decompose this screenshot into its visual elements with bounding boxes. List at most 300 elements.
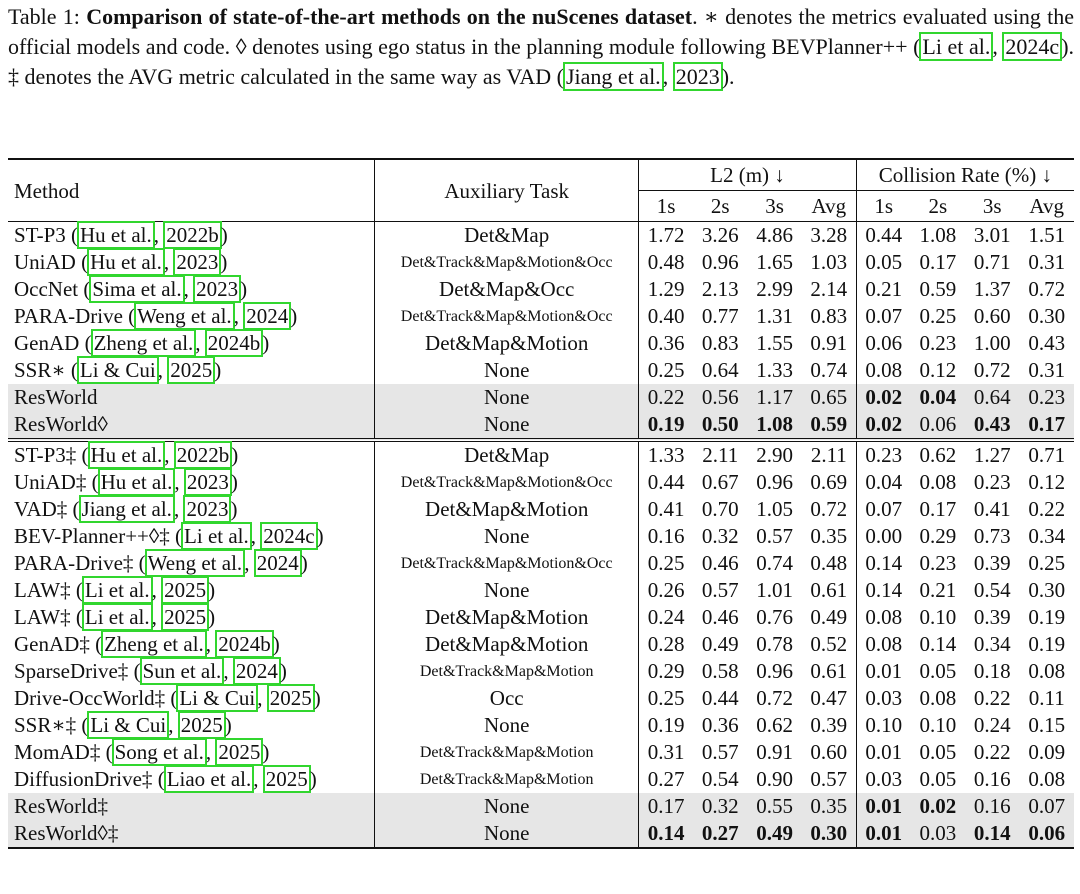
collision-value-cell: 0.39 xyxy=(973,551,1011,575)
citation-link[interactable]: Hu et al. xyxy=(98,468,176,496)
auxiliary-task-cell: None xyxy=(375,411,639,440)
l2-value-cell: 0.83 xyxy=(701,331,739,355)
table-section-1 xyxy=(8,222,1074,441)
method-cell: ST-P3‡ (Hu et al., 2022b) xyxy=(8,440,375,469)
collision-value-cell: 1.37 xyxy=(973,277,1011,301)
l2-value-cell: 0.31 xyxy=(639,739,693,766)
collision-value-cell: 0.08 xyxy=(1028,767,1066,791)
collision-value-cell: 0.64 xyxy=(965,384,1019,411)
citation-link[interactable]: Li et al. xyxy=(919,32,993,61)
l2-value-cell: 0.61 xyxy=(810,578,848,602)
table-row xyxy=(8,550,1074,577)
l2-value-cell: 0.50 xyxy=(693,411,747,440)
method-cell: GenAD‡ (Zheng et al., 2024b) xyxy=(14,632,280,656)
l2-value-cell: 0.19 xyxy=(639,411,693,440)
method-name: BEV-Planner++◊‡ xyxy=(14,524,170,548)
citation-year-link[interactable]: 2023 xyxy=(183,495,231,523)
collision-value-cell: 0.11 xyxy=(1028,686,1065,710)
table-row xyxy=(8,384,1074,411)
auxiliary-task-cell: None xyxy=(375,523,639,550)
method-cell: ST-P3 (Hu et al., 2022b) xyxy=(8,222,375,250)
method-name: Drive-OccWorld‡ xyxy=(14,686,166,710)
table-row xyxy=(8,469,1074,496)
collision-value-cell: 0.24 xyxy=(973,713,1011,737)
l2-value-cell: 0.62 xyxy=(756,713,794,737)
header-l2: L2 (m) ↓ xyxy=(639,159,857,191)
method-cell xyxy=(8,793,375,820)
collision-value-cell: 0.72 xyxy=(1028,277,1066,301)
l2-value-cell: 0.57 xyxy=(701,578,739,602)
collision-value-cell: 0.44 xyxy=(856,222,910,250)
collision-value-cell: 1.27 xyxy=(965,440,1019,469)
l2-value-cell: 0.32 xyxy=(693,793,747,820)
citation-link[interactable]: Zheng et al. xyxy=(91,329,197,357)
table-row xyxy=(8,604,1074,631)
citation-link[interactable]: Hu et al. xyxy=(77,221,155,249)
collision-value-cell: 0.25 xyxy=(1028,551,1066,575)
subheader-collision-1s: 1s xyxy=(856,191,910,222)
citation-year-link[interactable]: 2025 xyxy=(178,711,226,739)
auxiliary-task-cell: Det&Track&Map&Motion&Occ xyxy=(375,469,639,496)
table-row xyxy=(8,712,1074,739)
table-row xyxy=(8,276,1074,303)
l2-value-cell: 0.39 xyxy=(810,713,848,737)
l2-value-cell: 0.58 xyxy=(701,659,739,683)
table-row xyxy=(8,411,1074,440)
auxiliary-task-cell: None xyxy=(375,577,639,604)
auxiliary-task-cell: None xyxy=(375,712,639,739)
l2-value-cell: 0.56 xyxy=(693,384,747,411)
citation-year-link[interactable]: 2024b xyxy=(215,630,274,658)
table-row xyxy=(8,631,1074,658)
l2-value-cell: 0.25 xyxy=(639,357,693,384)
collision-value-cell: 0.39 xyxy=(973,605,1011,629)
header-collision-rate: Collision Rate (%) ↓ xyxy=(856,159,1074,191)
citation-link[interactable]: Li & Cui xyxy=(87,711,169,739)
method-name: OccNet xyxy=(14,277,79,301)
citation-year-link[interactable]: 2024 xyxy=(243,302,291,330)
method-cell: Drive-OccWorld‡ (Li & Cui, 2025) xyxy=(14,686,321,710)
l2-value-cell: 0.26 xyxy=(639,577,693,604)
collision-value-cell: 0.73 xyxy=(973,524,1011,548)
citation-year-link[interactable]: 2024c xyxy=(1002,32,1062,61)
l2-value-cell: 0.48 xyxy=(810,551,848,575)
citation-year-link[interactable]: 2025 xyxy=(161,576,209,604)
table-row xyxy=(8,523,1074,550)
collision-value-cell: 0.12 xyxy=(919,358,957,382)
l2-value-cell: 0.96 xyxy=(756,659,794,683)
l2-value-cell: 0.44 xyxy=(639,469,693,496)
l2-value-cell: 0.91 xyxy=(810,331,848,355)
method-name: LAW‡ xyxy=(14,578,71,602)
collision-value-cell: 0.12 xyxy=(1028,470,1066,494)
caption-text-1: . ∗ denotes the metrics evaluated using the official models and code. ◊ denotes using ego status in the planning module following BEVPlanner++ ( xyxy=(8,4,1075,59)
table-row xyxy=(8,330,1074,357)
citation-link[interactable]: Sima et al. xyxy=(89,275,184,303)
auxiliary-task-cell: Det&Track&Map&Motion xyxy=(375,766,639,793)
auxiliary-task-cell: None xyxy=(375,820,639,848)
citation-year-link[interactable]: 2023 xyxy=(193,275,241,303)
auxiliary-task-cell: Det&Track&Map&Motion&Occ xyxy=(375,249,639,276)
citation-year-link[interactable]: 2025 xyxy=(263,765,311,793)
l2-value-cell: 1.05 xyxy=(756,497,794,521)
l2-value-cell: 1.31 xyxy=(756,304,794,328)
collision-value-cell: 0.01 xyxy=(856,658,910,685)
collision-value-cell: 0.07 xyxy=(856,303,910,330)
collision-value-cell: 0.31 xyxy=(1028,250,1066,274)
l2-value-cell: 0.96 xyxy=(756,470,794,494)
collision-value-cell: 0.72 xyxy=(973,358,1011,382)
l2-value-cell: 0.67 xyxy=(701,470,739,494)
citation-link[interactable]: Jiang et al. xyxy=(563,62,664,91)
collision-value-cell: 0.34 xyxy=(1028,524,1066,548)
collision-value-cell: 0.03 xyxy=(856,766,910,793)
l2-value-cell: 0.46 xyxy=(701,551,739,575)
collision-value-cell: 0.03 xyxy=(856,685,910,712)
l2-value-cell: 0.32 xyxy=(701,524,739,548)
collision-value-cell: 0.05 xyxy=(919,740,957,764)
subheader-collision-avg: Avg xyxy=(1029,194,1065,218)
method-cell: SSR∗ (Li & Cui, 2025) xyxy=(14,358,222,382)
collision-value-cell: 1.51 xyxy=(1019,222,1074,250)
l2-value-cell: 0.17 xyxy=(639,793,693,820)
l2-value-cell: 0.57 xyxy=(756,524,794,548)
citation-year-link[interactable]: 2024c xyxy=(260,522,317,550)
citation-year-link[interactable]: 2025 xyxy=(167,356,215,384)
table-row xyxy=(8,766,1074,793)
header-auxiliary-task: Auxiliary Task xyxy=(375,159,639,222)
collision-value-cell: 0.21 xyxy=(856,276,910,303)
l2-value-cell: 4.86 xyxy=(747,222,801,250)
collision-value-cell: 0.05 xyxy=(919,659,957,683)
method-cell: SparseDrive‡ (Sun et al., 2024) xyxy=(14,659,287,683)
collision-value-cell: 0.34 xyxy=(973,632,1011,656)
collision-value-cell: 0.16 xyxy=(973,767,1011,791)
l2-value-cell: 0.30 xyxy=(802,820,856,848)
l2-value-cell: 0.57 xyxy=(810,767,848,791)
l2-value-cell: 0.27 xyxy=(693,820,747,848)
citation-year-link[interactable]: 2023 xyxy=(173,248,221,276)
auxiliary-task-cell: Det&Track&Map&Motion&Occ xyxy=(375,550,639,577)
collision-value-cell: 0.03 xyxy=(911,820,965,848)
method-name: PARA-Drive‡ xyxy=(14,551,134,575)
collision-value-cell: 0.62 xyxy=(911,440,965,469)
collision-value-cell: 0.25 xyxy=(919,304,957,328)
collision-value-cell: 0.15 xyxy=(1028,713,1066,737)
table-row xyxy=(8,440,1074,469)
citation-link[interactable]: Li & Cui xyxy=(176,684,258,712)
collision-value-cell: 0.71 xyxy=(1019,440,1074,469)
citation-year-link[interactable]: 2025 xyxy=(161,603,209,631)
method-name: LAW‡ xyxy=(14,605,71,629)
collision-value-cell: 0.01 xyxy=(856,793,910,820)
collision-value-cell: 0.08 xyxy=(856,357,910,384)
citation-link[interactable]: Zheng et al. xyxy=(101,630,207,658)
l2-value-cell: 3.26 xyxy=(693,222,747,250)
collision-value-cell: 0.60 xyxy=(973,304,1011,328)
collision-value-cell: 0.59 xyxy=(919,277,957,301)
collision-value-cell: 0.54 xyxy=(973,578,1011,602)
l2-value-cell: 0.49 xyxy=(747,820,801,848)
method-name: PARA-Drive xyxy=(14,304,123,328)
results-table-wrap xyxy=(8,158,1074,849)
method-cell: LAW‡ (Li et al., 2025) xyxy=(14,605,216,629)
collision-value-cell: 0.07 xyxy=(856,496,910,523)
l2-value-cell: 0.74 xyxy=(810,358,848,382)
subheader-l2-1s: 1s xyxy=(639,191,693,222)
collision-value-cell: 0.23 xyxy=(1019,384,1074,411)
l2-value-cell: 0.69 xyxy=(810,470,848,494)
auxiliary-task-cell: Det&Map&Occ xyxy=(375,276,639,303)
method-cell: VAD‡ (Jiang et al., 2023) xyxy=(14,497,238,521)
citation-link[interactable]: Li & Cui xyxy=(77,356,159,384)
method-name: UniAD‡ xyxy=(14,470,87,494)
collision-value-cell: 0.22 xyxy=(973,686,1011,710)
collision-value-cell: 0.30 xyxy=(1028,304,1066,328)
l2-value-cell: 0.49 xyxy=(701,632,739,656)
l2-value-cell: 0.64 xyxy=(701,358,739,382)
method-name: ResWorld◊ xyxy=(14,412,108,436)
method-cell xyxy=(8,411,375,440)
collision-value-cell: 3.01 xyxy=(965,222,1019,250)
collision-value-cell: 0.23 xyxy=(919,551,957,575)
collision-value-cell: 0.43 xyxy=(965,411,1019,440)
l2-value-cell: 0.90 xyxy=(756,767,794,791)
citation-link[interactable]: Hu et al. xyxy=(87,248,165,276)
table-row xyxy=(8,496,1074,523)
l2-value-cell: 0.72 xyxy=(756,686,794,710)
collision-value-cell: 0.22 xyxy=(973,740,1011,764)
method-name: MomAD‡ xyxy=(14,740,101,764)
table-row xyxy=(8,739,1074,766)
l2-value-cell: 0.24 xyxy=(639,604,693,631)
method-name: SSR∗ xyxy=(14,358,66,382)
subheader-l2-2s: 2s xyxy=(710,194,730,218)
collision-value-cell: 1.00 xyxy=(973,331,1011,355)
l2-value-cell: 0.25 xyxy=(639,550,693,577)
collision-value-cell: 0.10 xyxy=(856,712,910,739)
citation-year-link[interactable]: 2023 xyxy=(184,468,232,496)
caption-text-2: ). ‡ denotes the AVG metric calculated in the same way as VAD ( xyxy=(8,34,1075,89)
auxiliary-task-cell: Det&Track&Map&Motion&Occ xyxy=(375,303,639,330)
citation-year-link[interactable]: 2025 xyxy=(215,738,263,766)
citation-year-link[interactable]: 2025 xyxy=(267,684,315,712)
table-caption: Table 1: Comparison of state-of-the-art methods on the nuScenes dataset. ∗ denotes the metrics evaluated using the official models and code. ◊ denotes using ego status in the planning module following BEVPlanner++ (Li et al., 2024c). ‡ denotes the AVG metric calculated in the same way as VAD (Jiang et al., 2023). xyxy=(8,4,1075,89)
l2-value-cell: 0.54 xyxy=(701,767,739,791)
method-cell: UniAD‡ (Hu et al., 2023) xyxy=(14,470,238,494)
l2-value-cell: 0.41 xyxy=(639,496,693,523)
collision-value-cell: 0.00 xyxy=(856,523,910,550)
method-cell: PARA-Drive (Weng et al., 2024) xyxy=(14,304,298,328)
method-cell: OccNet (Sima et al., 2023) xyxy=(14,277,248,301)
method-name: ResWorld‡ xyxy=(14,794,108,818)
l2-value-cell: 0.44 xyxy=(701,686,739,710)
collision-value-cell: 0.71 xyxy=(973,250,1011,274)
l2-value-cell: 2.99 xyxy=(756,277,794,301)
method-cell: UniAD (Hu et al., 2023) xyxy=(14,250,228,274)
method-name: VAD‡ xyxy=(14,497,68,521)
citation-link[interactable]: Li et al. xyxy=(82,576,153,604)
collision-value-cell: 0.29 xyxy=(919,524,957,548)
caption-label: Table 1: xyxy=(8,4,80,29)
citation-year-link[interactable]: 2023 xyxy=(673,62,723,91)
citation-link[interactable]: Weng et al. xyxy=(145,549,246,577)
l2-value-cell: 0.40 xyxy=(639,303,693,330)
method-name: ST-P3‡ xyxy=(14,443,77,467)
l2-value-cell: 0.76 xyxy=(756,605,794,629)
table-row xyxy=(8,685,1074,712)
collision-value-cell: 0.02 xyxy=(856,384,910,411)
l2-value-cell: 0.65 xyxy=(802,384,856,411)
l2-value-cell: 0.83 xyxy=(810,304,848,328)
citation-link[interactable]: Sun et al. xyxy=(140,657,225,685)
auxiliary-task-cell: Det&Track&Map&Motion xyxy=(375,658,639,685)
citation-year-link[interactable]: 2024 xyxy=(233,657,281,685)
auxiliary-task-cell: None xyxy=(375,793,639,820)
l2-value-cell: 0.78 xyxy=(756,632,794,656)
l2-value-cell: 2.11 xyxy=(693,440,747,469)
citation-year-link[interactable]: 2024 xyxy=(254,549,302,577)
citation-year-link[interactable]: 2024b xyxy=(205,329,264,357)
collision-value-cell: 0.10 xyxy=(919,605,957,629)
l2-value-cell: 0.16 xyxy=(639,523,693,550)
l2-value-cell: 0.35 xyxy=(810,524,848,548)
collision-value-cell: 0.22 xyxy=(1028,497,1066,521)
auxiliary-task-cell: None xyxy=(375,357,639,384)
l2-value-cell: 0.74 xyxy=(756,551,794,575)
collision-value-cell: 0.09 xyxy=(1028,740,1066,764)
table-row xyxy=(8,658,1074,685)
l2-value-cell: 1.03 xyxy=(810,250,848,274)
method-name: GenAD‡ xyxy=(14,632,90,656)
l2-value-cell: 1.55 xyxy=(756,331,794,355)
collision-value-cell: 0.08 xyxy=(856,604,910,631)
l2-value-cell: 0.72 xyxy=(810,497,848,521)
method-cell: PARA-Drive‡ (Weng et al., 2024) xyxy=(14,551,308,575)
table-row xyxy=(8,303,1074,330)
method-cell: SSR∗‡ (Li & Cui, 2025) xyxy=(14,713,232,737)
collision-value-cell: 0.10 xyxy=(919,713,957,737)
collision-value-cell: 0.08 xyxy=(856,631,910,658)
l2-value-cell: 2.90 xyxy=(747,440,801,469)
collision-value-cell: 0.31 xyxy=(1028,358,1066,382)
collision-value-cell: 0.14 xyxy=(965,820,1019,848)
l2-value-cell: 0.48 xyxy=(639,249,693,276)
citation-link[interactable]: Liao et al. xyxy=(164,765,255,793)
collision-value-cell: 0.17 xyxy=(1019,411,1074,440)
subheader-l2-3s: 3s xyxy=(765,194,784,218)
collision-value-cell: 0.30 xyxy=(1028,578,1066,602)
citation-link[interactable]: Hu et al. xyxy=(88,441,166,469)
table-row xyxy=(8,820,1074,848)
table-section-2 xyxy=(8,440,1074,848)
l2-value-cell: 3.28 xyxy=(802,222,856,250)
collision-value-cell: 0.43 xyxy=(1028,331,1066,355)
method-cell: MomAD‡ (Song et al., 2025) xyxy=(14,740,270,764)
citation-link[interactable]: Weng et al. xyxy=(134,302,235,330)
citation-year-link[interactable]: 2022b xyxy=(163,221,222,249)
collision-value-cell: 0.41 xyxy=(973,497,1011,521)
l2-value-cell: 0.35 xyxy=(802,793,856,820)
auxiliary-task-cell: Det&Map&Motion xyxy=(375,496,639,523)
collision-value-cell: 0.14 xyxy=(919,632,957,656)
collision-value-cell: 0.06 xyxy=(911,411,965,440)
collision-value-cell: 0.06 xyxy=(856,330,910,357)
citation-link[interactable]: Jiang et al. xyxy=(79,495,175,523)
collision-value-cell: 0.19 xyxy=(1028,605,1066,629)
l2-value-cell: 0.28 xyxy=(639,631,693,658)
method-name: DiffusionDrive‡ xyxy=(14,767,153,791)
collision-value-cell: 0.23 xyxy=(973,470,1011,494)
l2-value-cell: 0.47 xyxy=(810,686,848,710)
citation-link[interactable]: Li et al. xyxy=(181,522,252,550)
collision-value-cell: 0.05 xyxy=(856,249,910,276)
method-name: SparseDrive‡ xyxy=(14,659,129,683)
l2-value-cell: 0.70 xyxy=(701,497,739,521)
l2-value-cell: 1.72 xyxy=(639,222,693,250)
l2-value-cell: 0.61 xyxy=(810,659,848,683)
method-cell xyxy=(8,820,375,848)
table-row xyxy=(8,249,1074,276)
l2-value-cell: 0.14 xyxy=(639,820,693,848)
collision-value-cell: 0.07 xyxy=(1019,793,1074,820)
collision-value-cell: 0.23 xyxy=(856,440,910,469)
l2-value-cell: 0.36 xyxy=(701,713,739,737)
collision-value-cell: 0.08 xyxy=(1028,659,1066,683)
table-row xyxy=(8,577,1074,604)
l2-value-cell: 0.60 xyxy=(810,740,848,764)
method-name: UniAD xyxy=(14,250,76,274)
collision-value-cell: 0.14 xyxy=(856,550,910,577)
method-cell xyxy=(8,384,375,411)
l2-value-cell: 1.33 xyxy=(639,440,693,469)
l2-value-cell: 0.77 xyxy=(701,304,739,328)
collision-value-cell: 1.08 xyxy=(911,222,965,250)
collision-value-cell: 0.06 xyxy=(1019,820,1074,848)
collision-value-cell: 0.05 xyxy=(919,767,957,791)
collision-value-cell: 0.16 xyxy=(965,793,1019,820)
l2-value-cell: 0.91 xyxy=(756,740,794,764)
subheader-l2-avg: Avg xyxy=(811,194,847,218)
citation-link[interactable]: Li et al. xyxy=(82,603,153,631)
method-name: GenAD xyxy=(14,331,80,355)
l2-value-cell: 0.27 xyxy=(639,766,693,793)
citation-link[interactable]: Song et al. xyxy=(112,738,207,766)
collision-value-cell: 0.01 xyxy=(856,739,910,766)
collision-value-cell: 0.23 xyxy=(919,331,957,355)
citation-year-link[interactable]: 2022b xyxy=(174,441,233,469)
collision-value-cell: 0.08 xyxy=(919,470,957,494)
collision-value-cell: 0.02 xyxy=(911,793,965,820)
collision-value-cell: 0.19 xyxy=(1028,632,1066,656)
collision-value-cell: 0.04 xyxy=(911,384,965,411)
l2-value-cell: 2.14 xyxy=(810,277,848,301)
subheader-collision-2s: 2s xyxy=(928,194,948,218)
method-name: ST-P3 xyxy=(14,223,66,247)
l2-value-cell: 0.46 xyxy=(701,605,739,629)
l2-value-cell: 0.57 xyxy=(701,740,739,764)
collision-value-cell: 0.01 xyxy=(856,820,910,848)
l2-value-cell: 0.55 xyxy=(747,793,801,820)
l2-value-cell: 0.96 xyxy=(701,250,739,274)
l2-value-cell: 1.17 xyxy=(747,384,801,411)
l2-value-cell: 0.29 xyxy=(639,658,693,685)
header-method: Method xyxy=(8,159,375,222)
l2-value-cell: 1.08 xyxy=(747,411,801,440)
collision-value-cell: 0.17 xyxy=(919,497,957,521)
collision-value-cell: 0.14 xyxy=(856,577,910,604)
l2-value-cell: 0.59 xyxy=(802,411,856,440)
